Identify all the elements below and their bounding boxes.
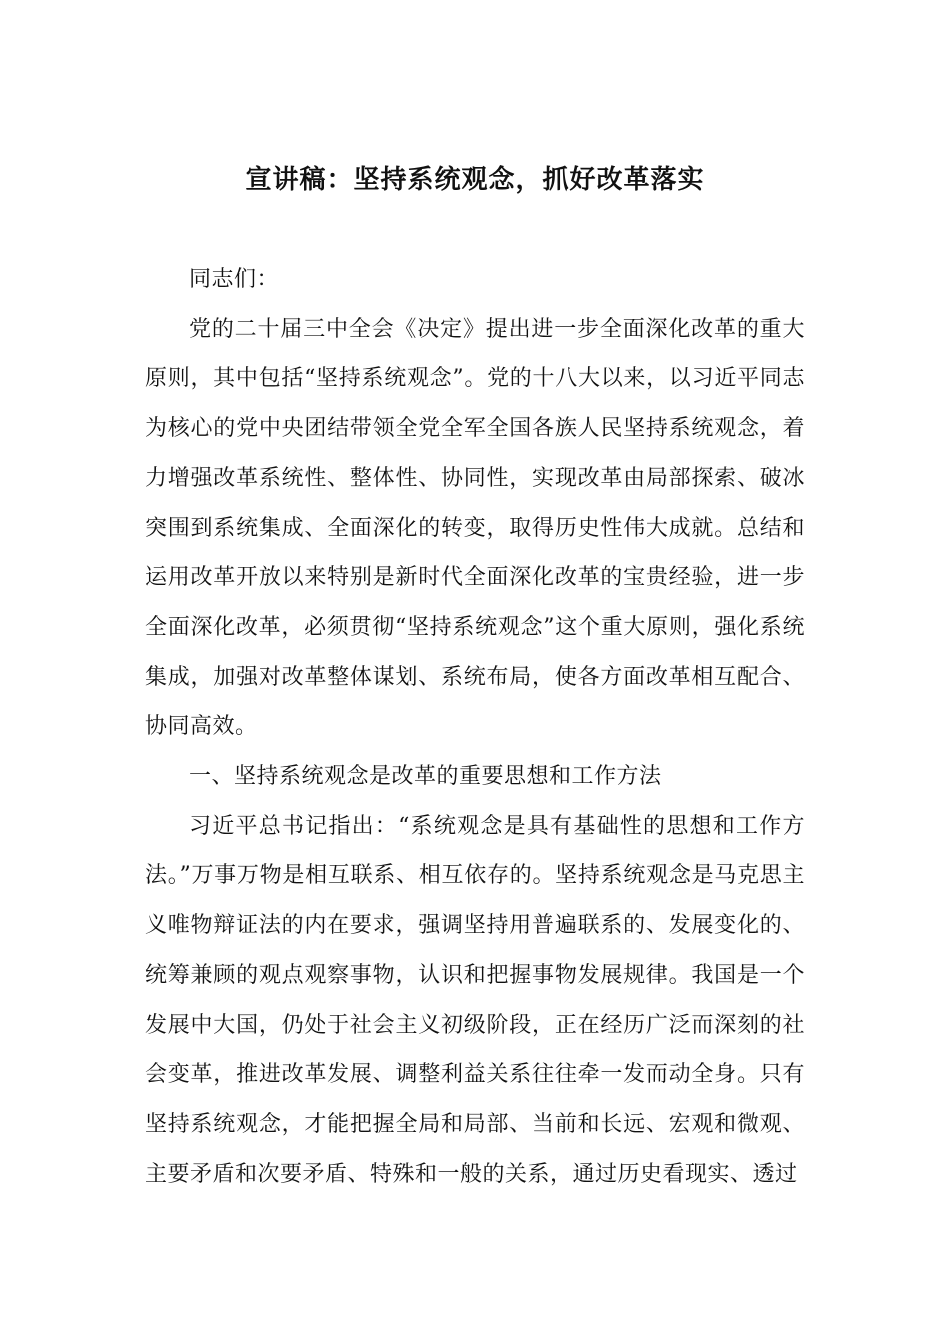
document-body [145,255,805,1199]
paragraph-section-1: 习近平总书记指出：“系统观念是具有基础性的思想和工作方法。”万事万物是相互联系、相互依存的。坚持系统观念是马克思主义唯物辩证法的内在要求，强调坚持用普遍联系的、发展变化的、统筹兼顾的观点观察事物，认识和把握事物发展规律。我国是一个发展中大国，仍处于社会主义初级阶段，正在经历广泛而深刻的社会变革，推进改革发展、调整利益关系往往牵一发而动全身。只有坚持系统观念，才能把握全局和局部、当前和长远、宏观和微观、主要矛盾和次要矛盾、特殊和一般的关系，通过历史看现实、透过 [145,813,805,1187]
paragraph-intro: 党的二十届三中全会《决定》提出进一步全面深化改革的重大原则，其中包括“坚持系统观念”。党的十八大以来，以习近平同志为核心的党中央团结带领全党全军全国各族人民坚持系统观念，着力增强改革系统性、整体性、协同性，实现改革由局部探索、破冰突围到系统集成、全面深化的转变，取得历史性伟大成就。总结和运用改革开放以来特别是新时代全面深化改革的宝贵经验，进一步全面深化改革，必须贯彻“坚持系统观念”这个重大原则，强化系统集成，加强对改革整体谋划、系统布局，使各方面改革相互配合、协同高效。 [145,316,805,740]
document-title: 宣讲稿：坚持系统观念，抓好改革落实 [245,165,705,195]
salutation: 同志们： [189,267,280,292]
section-heading-1: 一、坚持系统观念是改革的重要思想和工作方法 [189,764,662,790]
